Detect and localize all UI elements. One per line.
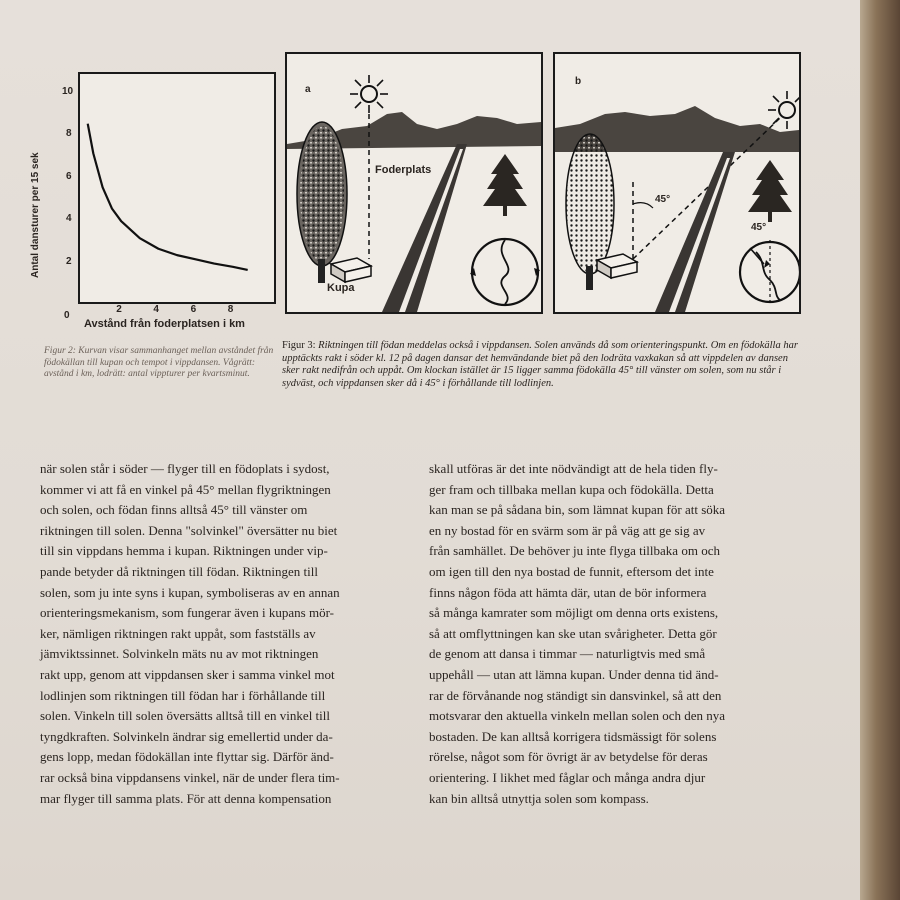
figure-3-caption [282, 340, 807, 390]
text-line: kommer vi att få en vinkel på 45° mellan flygriktningen [40, 481, 331, 497]
tree-icon [297, 122, 347, 283]
figure-2-chart [78, 72, 276, 304]
panel-b-letter: b [575, 76, 582, 87]
text-line: uppehåll — utan att lämna kupan. Under denna tid änd- [429, 666, 719, 682]
x-tick-label: 0 [64, 310, 70, 321]
text-line: från samhället. De behöver ju inte flyga tillbaka om och [429, 543, 720, 559]
body-column-left [40, 459, 392, 809]
decay-curve-line [88, 124, 248, 270]
dance-direction-circle-icon [740, 240, 799, 304]
text-line: riktningen till solen. Denna "solvinkel" översätter nu biet [40, 522, 338, 538]
text-line: de genom att dansa i timmar — naturligtvis med små [429, 646, 706, 662]
figure-2-plot [80, 74, 278, 306]
figure-3-caption-lead: Figur 3: [282, 340, 316, 351]
angle-label: 45° [655, 194, 671, 205]
sun-icon [350, 75, 388, 113]
kupa-label: Kupa [327, 282, 355, 294]
text-line: så att omflyttningen kan ske utan svårigheter. Detta gör [429, 625, 717, 641]
text-line: kan man se på sådana bin, som lämnat kupan för att söka [429, 502, 726, 518]
text-line: mar flyger till samma plats. För att denna kompensation [40, 790, 332, 806]
text-line: rar de förvånande nog ständigt sin dansvinkel, så att den [429, 687, 722, 703]
sun-icon [768, 91, 799, 129]
x-tick-label: 6 [190, 304, 197, 315]
text-line: motsvarar den aktuella vinkeln mellan solen och den nya [429, 708, 726, 724]
figure-3-caption-body: Riktningen till födan meddelas också i vippdansen. Solen används då som orienteringspunkt. Om en födokälla har upptäckts rakt i söder kl. 12 på dagen dansar det hemvändande biet på den lodräta vaxkakan så att vippdelen av dansen sker rakt nedifrån och uppåt. Om klockan istället är 15 ligger samma födokälla 45° till vänster om solen, som nu står i sydväst, och vippdansen sker då i 45° i förhållande till lodlinjen. [282, 340, 798, 389]
hive-icon [331, 258, 371, 282]
text-line: rörelse, något som för övrigt är av betydelse för deras [429, 749, 708, 765]
text-line: och solen, och födan finns alltså 45° till vänster om [40, 502, 308, 518]
figure-3a-diagram [285, 52, 543, 314]
pine-tree-icon [483, 154, 527, 216]
text-line: om igen till den nya bostad de funnit, eftersom det inte [429, 563, 714, 579]
text-line: tyngdkraften. Solvinkeln ändrar sig emellertid under da- [40, 728, 333, 744]
text-line: rar också bina vippdansens vinkel, när de under flera tim- [40, 769, 340, 785]
y-tick-label: 10 [62, 86, 74, 97]
figure-3b-diagram [553, 52, 801, 314]
text-line: solen, som ju inte syns i kupan, symboliseras av en annan [40, 584, 340, 600]
y-tick-label: 2 [66, 255, 72, 267]
text-line: bostaden. De kan alltså korrigera tidsmässigt för solens [429, 728, 717, 744]
figure-2-caption: Figur 2: Kurvan visar sammanhanget mellan avståndet från födokällan till kupan och tempot i vippdansen. Vågrätt: avstånd i km, lodrätt: antal vippturer per kvartsminut. [44, 346, 274, 379]
y-tick-label: 4 [66, 213, 72, 225]
x-axis-label: Avstånd från foderplatsen i km [84, 318, 245, 330]
text-line: när solen står i söder — flyger till en födoplats i sydost, [40, 461, 330, 476]
text-line: solen. Vinkeln till solen översätts alltså till en vinkel till [40, 708, 330, 724]
x-tick-label: 4 [153, 304, 159, 315]
text-line: jämviktssinnet. Solvinkeln mäts nu av mot riktningen [40, 646, 319, 662]
text-line: lodlinjen som riktningen till födan har i förhållande till [40, 687, 326, 703]
text-line: ker, nämligen riktningen rakt uppåt, som fastställs av [40, 625, 316, 641]
x-tick-label: 2 [116, 304, 122, 315]
text-line: ger fram och tillbaka mellan kupa och födokälla. Detta [429, 481, 714, 497]
book-spine [860, 0, 900, 900]
body-column-right [429, 459, 809, 809]
text-line: orientering. I likhet med fåglar och många andra djur [429, 769, 706, 785]
dance-direction-circle-icon [470, 239, 540, 305]
y-axis-label: Antal dansturer per 15 sek [30, 152, 41, 278]
y-tick-label: 8 [66, 128, 72, 140]
text-line: skall utföras är det inte nödvändigt att de hela tiden fly- [429, 461, 718, 476]
text-line: finns någon föda att hämta där, utan de bör informera [429, 584, 707, 600]
panel-a-letter: a [305, 84, 311, 95]
x-tick-label: 8 [227, 304, 234, 315]
circle-angle-label: 45° [751, 222, 767, 233]
text-line: orienteringsmekanism, som fungerar även i kupans mör- [40, 605, 334, 621]
y-tick-label: 6 [66, 170, 72, 182]
text-line: pande betyder då riktningen till födan. Riktningen till [40, 563, 318, 579]
text-line: en ny bostad för en svärm som är på väg att ge sig av [429, 522, 706, 538]
text-line: till sin vippdans hemma i kupan. Riktningen under vip- [40, 543, 328, 559]
pine-tree-icon [748, 160, 792, 222]
text-line: gens lopp, medan födokällan inte flyttar sig. Därför änd- [40, 749, 334, 765]
text-line: kan bin alltså utnyttja solen som kompass. [429, 790, 649, 806]
foderplats-label: Foderplats [375, 164, 432, 176]
text-line: så många kamrater som möjligt om denna orts existens, [429, 605, 719, 621]
text-line: rakt upp, genom att vippdansen sker i samma vinkel mot [40, 666, 335, 682]
